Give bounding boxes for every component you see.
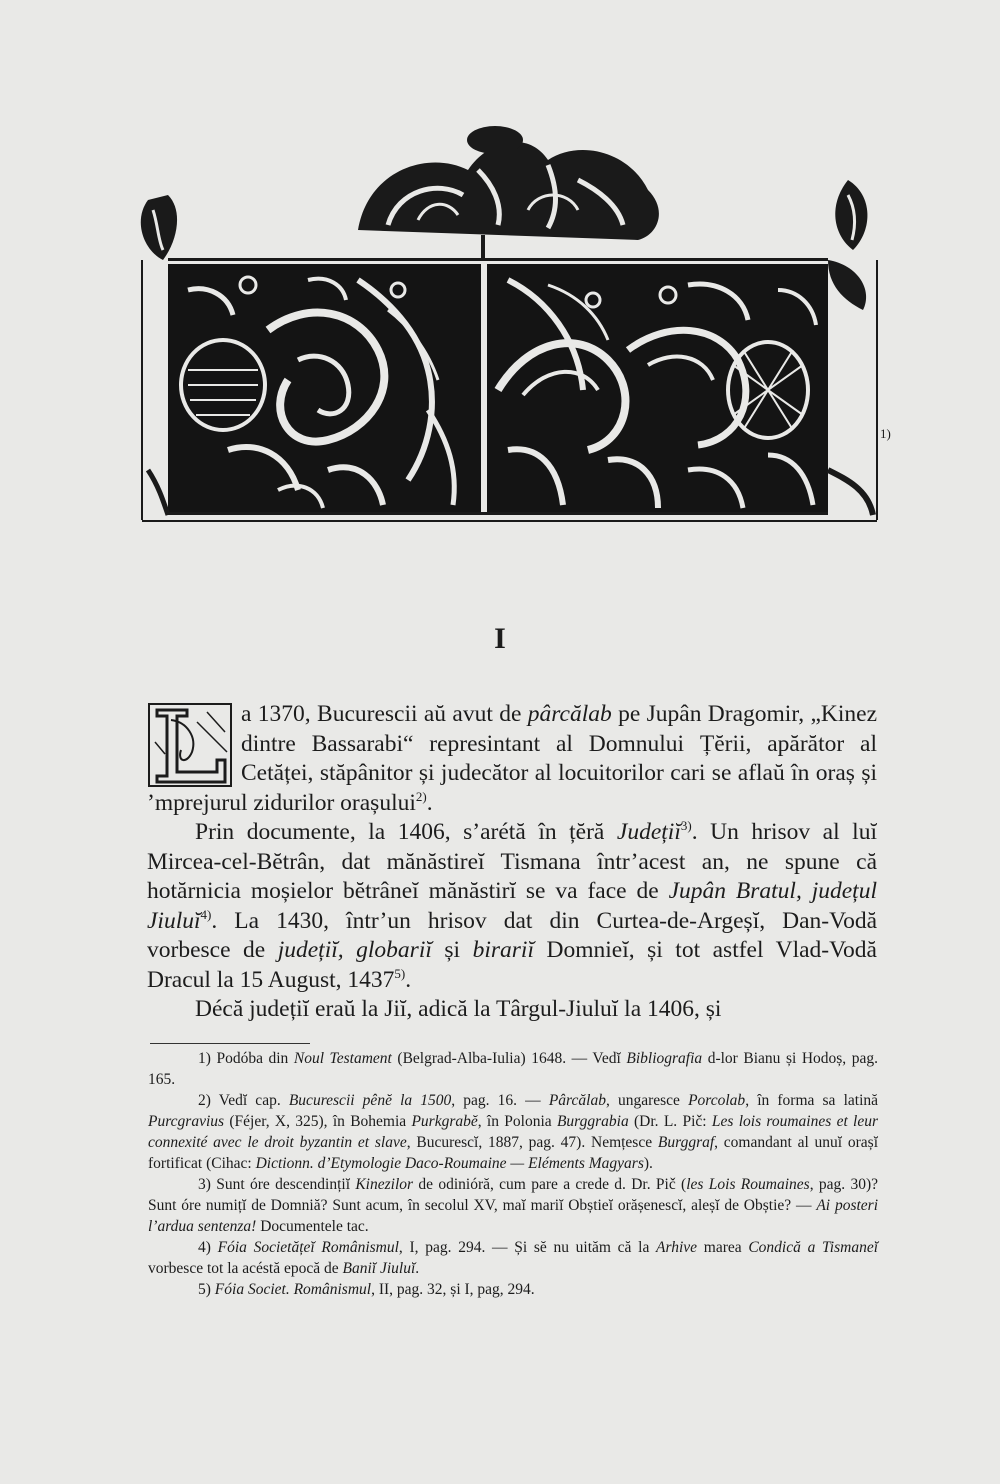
- fn2-j: Purkgrabĕ: [411, 1113, 478, 1130]
- fn5-a: 5): [198, 1281, 215, 1298]
- p1-text-c: pe Jupân Dragomir, „Kinez dintre Bassarabi“ represintant al Domnului Țĕrii, apărător al Cetăței, stăpânitor și judecător al locuitorilor cari se aflaŭ în oraș și ’mprejurul zidurilor orașului: [147, 701, 877, 816]
- p1-end: .: [426, 789, 433, 816]
- p2-italic-f: județiĭ, globariĭ: [277, 937, 432, 963]
- fn2-i: (Féjer, X, 325), în Bohemia: [224, 1113, 412, 1130]
- fn2-a: 2) Vedĭ cap.: [198, 1092, 289, 1109]
- fn2-q: , comandant al unuĭ orașĭ fortificat (Cihac:: [148, 1134, 878, 1172]
- headpiece-footnote-marker: 1): [880, 426, 891, 441]
- p2-footnote-ref-2: 4): [200, 906, 212, 922]
- footnote-3: [148, 1174, 878, 1237]
- fn4-d: Arhive: [656, 1239, 698, 1256]
- fn4-a: 4): [198, 1239, 218, 1256]
- fn1-d: Bibliografia: [626, 1050, 703, 1067]
- crest-ornament: [358, 126, 659, 260]
- fn2-d: Pârcălab: [548, 1092, 606, 1109]
- p2-italic-h: birariĭ: [472, 937, 534, 963]
- footnotes: [148, 1048, 878, 1300]
- footnote-separator: [150, 1043, 310, 1044]
- footnote-5: [148, 1279, 878, 1300]
- p1-text-a: a 1370, Bucurescii aŭ avut de: [241, 701, 528, 727]
- fn3-e: , pag. 30)? Sunt óre numițĭ de Domniă? Sunt acum, în secolul XV, maĭ mariĭ Obștieĭ orășenescĭ, aleșĭ de Obștie? —: [148, 1176, 879, 1214]
- fn3-g: Documentele tac.: [256, 1218, 369, 1235]
- p2-italic-d: Jupân Bratul, județul Jiuluĭ: [147, 878, 877, 934]
- fn2-e: , ungaresce: [605, 1092, 689, 1109]
- fn4-c: , I, pag. 294. — Și sĕ nu uităm că la: [398, 1239, 657, 1256]
- p2-footnote-ref-3: 5): [394, 965, 406, 981]
- paragraph-3: Décă județiĭ eraŭ la Jiĭ, adică la Târgul-Jiuluĭ la 1406, și: [195, 996, 722, 1022]
- p1-italic: pârcălab: [527, 701, 612, 727]
- fn2-f: Porcolab: [688, 1092, 746, 1109]
- p2-text-a: Prin documente, la 1406, s’arétă în țĕră: [195, 819, 617, 845]
- fn4-h: Baniĭ Jiuluĭ: [342, 1260, 416, 1277]
- fn2-h: Purcgravius: [148, 1113, 225, 1130]
- fn2-g: , în forma sa latină: [745, 1092, 879, 1109]
- fn2-c: , pag. 16. —: [451, 1092, 549, 1109]
- fn1-a: 1) Podóba din: [198, 1050, 294, 1067]
- fn4-f: Condică a Tismaneĭ: [748, 1239, 879, 1256]
- p2-text-c: . Un hrisov al luĭ Mircea-cel-Bĕtrân, dat mănăstireĭ Tismana într’acest an, ne spune că hotărnicia moșielor bĕtrâneĭ mănăstirĭ se va face de: [147, 819, 877, 904]
- footnote-1: [148, 1048, 878, 1090]
- fn3-b: Kinezilor: [355, 1176, 414, 1193]
- main-text: [147, 700, 877, 1025]
- p2-text-g: și: [431, 937, 473, 963]
- fn4-g: vorbesce tot la acéstă epocă de: [148, 1260, 343, 1277]
- left-finial: [141, 195, 177, 260]
- ornamental-headpiece: [128, 110, 890, 530]
- right-finial: [828, 180, 867, 310]
- fn2-p: Burggraf: [657, 1134, 715, 1151]
- fn3-f: Ai posteri l’ardua sentenza!: [148, 1197, 878, 1235]
- p2-text-e: . La 1430, într’un hrisov dat din Curtea-de-Argeșĭ, Dan-Vodă vorbesce de: [147, 907, 877, 963]
- fn2-s: ).: [643, 1155, 653, 1172]
- fn3-a: 3) Sunt óre descendințiĭ: [198, 1176, 356, 1193]
- fn5-c: , II, pag. 32, și I, pag, 294.: [371, 1281, 535, 1298]
- fn3-c: de odinióră, cum pare a crede d. Dr. Pič (: [413, 1176, 687, 1193]
- fn4-e: marea: [697, 1239, 749, 1256]
- fn4-i: .: [415, 1260, 420, 1277]
- fn3-d: les Lois Roumaines: [686, 1176, 810, 1193]
- footnote-2: [148, 1090, 878, 1174]
- fn5-b: Fóia Societ. Românismul: [214, 1281, 372, 1298]
- p1-footnote-ref: 2): [415, 788, 427, 804]
- p2-italic-b: Județiĭ: [616, 819, 681, 845]
- fn2-l: Burggrabia: [556, 1113, 629, 1130]
- fn1-e: d-lor Bianu și Hodoș, pag. 165.: [148, 1050, 878, 1088]
- fn2-n: Les lois roumaines et leur connexité avec le droit byzantin et slave: [148, 1113, 879, 1151]
- fn2-m: (Dr. L. Pič:: [628, 1113, 712, 1130]
- fn2-o: , Bucurescĭ, 1887, pag. 47). Nemțesce: [406, 1134, 658, 1151]
- p2-end: .: [405, 966, 412, 993]
- paragraph-1: [147, 700, 877, 818]
- fn2-r: Dictionn. d’Etymologie Daco-Roumaine — Eléments Magyars: [255, 1155, 644, 1172]
- p2-text-i: Domnieĭ, și tot astfel Vlad-Vodă Dracul la 15 August, 1437: [147, 937, 877, 993]
- paragraph-2: [147, 818, 877, 995]
- fn4-b: Fóia Societățeĭ Românismul: [217, 1239, 399, 1256]
- p2-footnote-ref-1: 3): [680, 818, 692, 834]
- fn2-b: Bucurescii pênĕ la 1500: [288, 1092, 452, 1109]
- fn1-b: Noul Testament: [293, 1050, 392, 1067]
- dropcap-letter-l: [147, 702, 233, 788]
- chapter-number: I: [494, 622, 506, 655]
- fn1-c: (Belgrad-Alba-Iulia) 1648. — Vedĭ: [391, 1050, 627, 1067]
- fn2-k: , în Polonia: [477, 1113, 557, 1130]
- footnote-4: [148, 1237, 878, 1279]
